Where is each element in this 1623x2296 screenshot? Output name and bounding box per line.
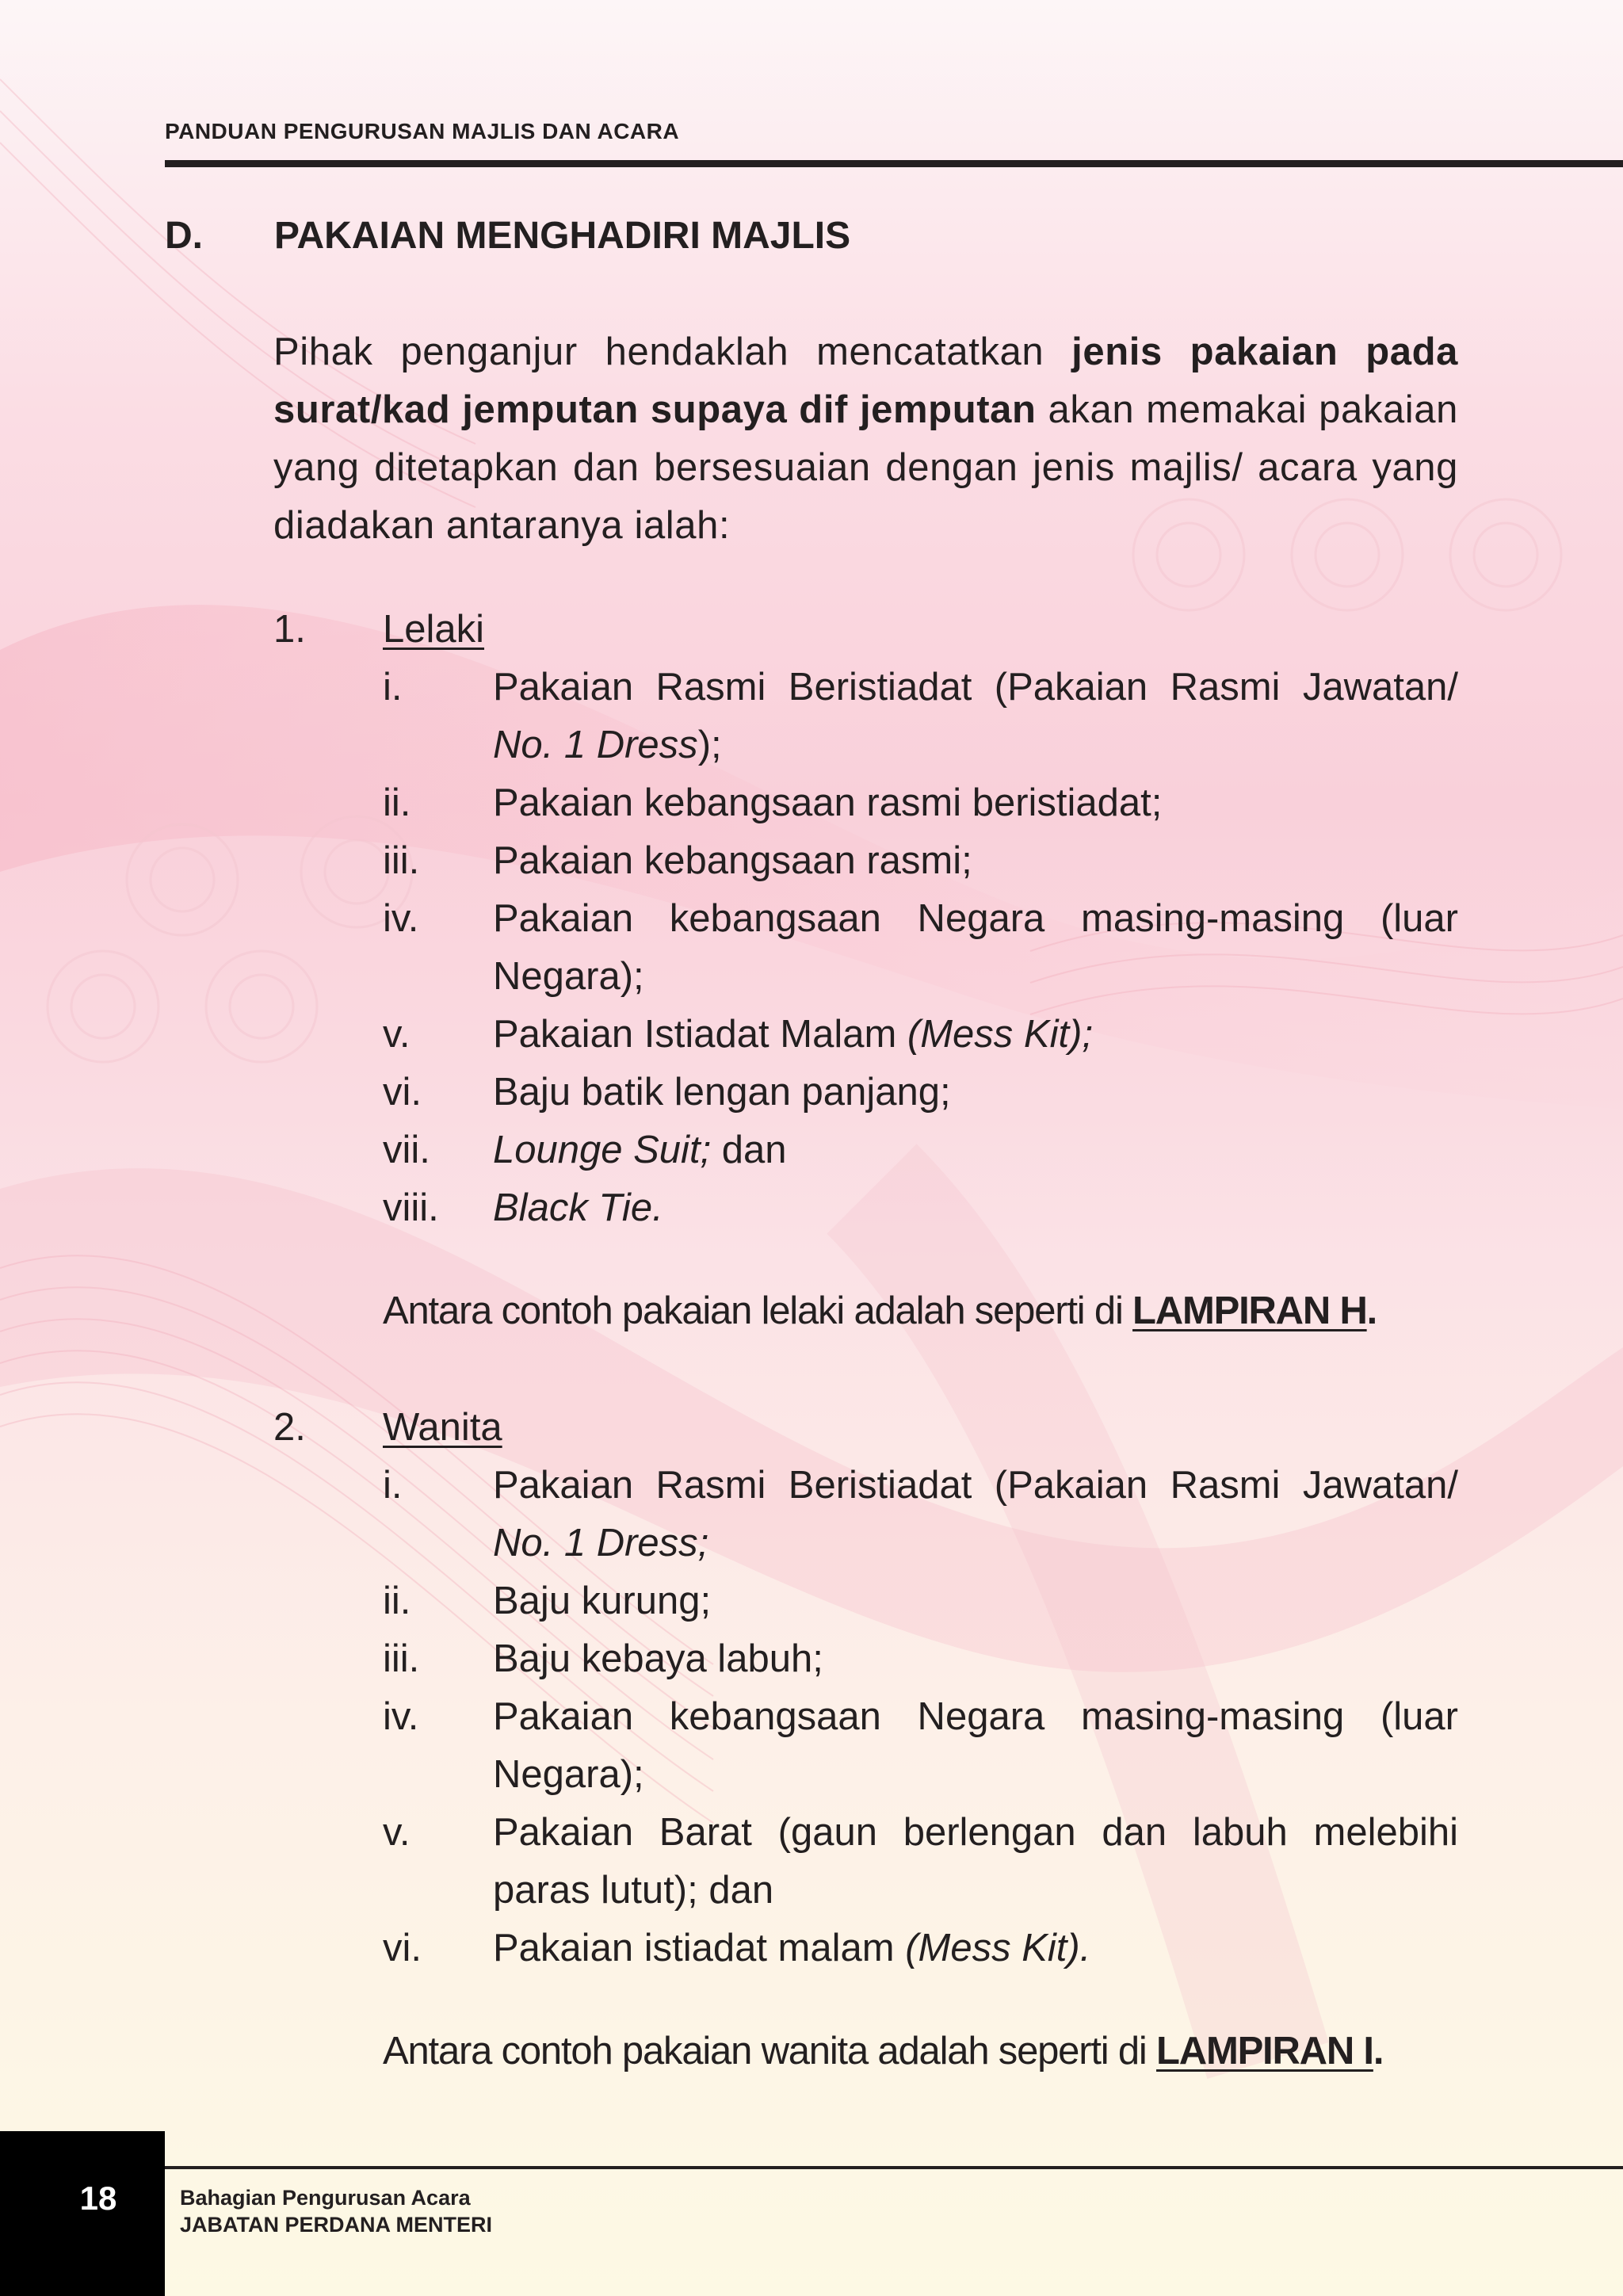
section-letter: D. [165, 215, 203, 257]
item-number: vi. [383, 1071, 422, 1114]
item-number: iii. [383, 839, 420, 882]
item-number: viii. [383, 1186, 439, 1229]
list-item: Baju kurung; [493, 1580, 712, 1622]
running-header: PANDUAN PENGURUSAN MAJLIS DAN ACARA [165, 119, 680, 143]
item-number: iii. [383, 1637, 420, 1680]
note-text: Antara contoh pakaian lelaki adalah seperti di [383, 1289, 1133, 1332]
list-item-continued [493, 1519, 708, 1567]
list-item-continued: paras lutut); dan [493, 1869, 774, 1912]
italic-text: Black Tie. [493, 1186, 663, 1229]
italic-text: (Mess Kit); [907, 1013, 1094, 1056]
intro-text: Pihak penganjur hendaklah mencatatkan [273, 330, 1072, 373]
italic-text: Lounge Suit; [493, 1129, 712, 1171]
list-item: Baju batik lengan panjang; [493, 1071, 951, 1114]
item-number: ii. [383, 1580, 411, 1622]
footer-text [180, 2184, 492, 2238]
lampiran-note [383, 1287, 1377, 1335]
lampiran-i-link[interactable]: LAMPIRAN I [1156, 2030, 1373, 2073]
subheading-lelaki: Lelaki [383, 608, 485, 651]
list-item [493, 1010, 1093, 1058]
list-item [493, 1924, 1090, 1972]
footer-department: Bahagian Pengurusan Acara [180, 2186, 471, 2210]
list-item: Pakaian Rasmi Beristiadat (Pakaian Rasmi Jawatan/ [493, 666, 1458, 709]
item-text: Pakaian istiadat malam [493, 1927, 906, 1969]
item-number: vii. [383, 1129, 430, 1171]
item-text: ); [697, 724, 722, 766]
list-item-continued: Negara); [493, 955, 644, 998]
list-item: Pakaian kebangsaan rasmi beristiadat; [493, 781, 1163, 824]
header-rule [165, 160, 1623, 167]
list-item: Pakaian kebangsaan rasmi; [493, 839, 972, 882]
lampiran-note [383, 2027, 1383, 2075]
lampiran-h-link[interactable]: LAMPIRAN H [1132, 1289, 1367, 1332]
item-number: i. [383, 1464, 403, 1507]
item-text: Pakaian Istiadat Malam [493, 1013, 907, 1056]
footer-rule [165, 2166, 1623, 2169]
item-number: i. [383, 666, 403, 709]
list-item-continued [493, 721, 722, 769]
intro-bold-text: jenis pakaian pada surat/kad jemputan supaya dif jemputan [273, 330, 1458, 431]
note-end: . [1366, 1289, 1377, 1332]
list-item: Pakaian kebangsaan Negara masing-masing (luar [493, 897, 1458, 940]
note-text: Antara contoh pakaian wanita adalah seperti di [383, 2030, 1157, 2073]
italic-text: No. 1 Dress; [493, 1522, 709, 1564]
italic-text: (Mess Kit). [905, 1927, 1091, 1969]
list-item [493, 1126, 787, 1174]
note-end: . [1373, 2030, 1384, 2073]
list-item: Pakaian Barat (gaun berlengan dan labuh melebihi [493, 1811, 1458, 1854]
intro-paragraph [273, 323, 1458, 555]
item-number: iv. [383, 1695, 419, 1738]
intro-text-end: akan memakai pakaian yang ditetapkan dan bersesuaian dengan jenis majlis/ acara yang diadakan antaranya ialah: [273, 388, 1458, 547]
page-number: 18 [79, 2179, 117, 2217]
italic-text: No. 1 Dress [493, 724, 698, 766]
item-number: v. [383, 1811, 411, 1854]
section-title: PAKAIAN MENGHADIRI MAJLIS [274, 215, 851, 257]
item-number: vi. [383, 1927, 422, 1969]
item-number: ii. [383, 781, 411, 824]
list-number: 1. [273, 608, 306, 651]
list-number: 2. [273, 1406, 306, 1449]
list-item: Pakaian kebangsaan Negara masing-masing (luar [493, 1695, 1458, 1738]
list-item [493, 1184, 663, 1232]
footer-ministry: JABATAN PERDANA MENTERI [180, 2213, 493, 2237]
list-item-continued: Negara); [493, 1753, 644, 1796]
item-number: v. [383, 1013, 411, 1056]
item-text: dan [711, 1129, 787, 1171]
item-number: iv. [383, 897, 419, 940]
list-item: Pakaian Rasmi Beristiadat (Pakaian Rasmi Jawatan/ [493, 1464, 1458, 1507]
list-item: Baju kebaya labuh; [493, 1637, 823, 1680]
subheading-wanita: Wanita [383, 1406, 502, 1449]
